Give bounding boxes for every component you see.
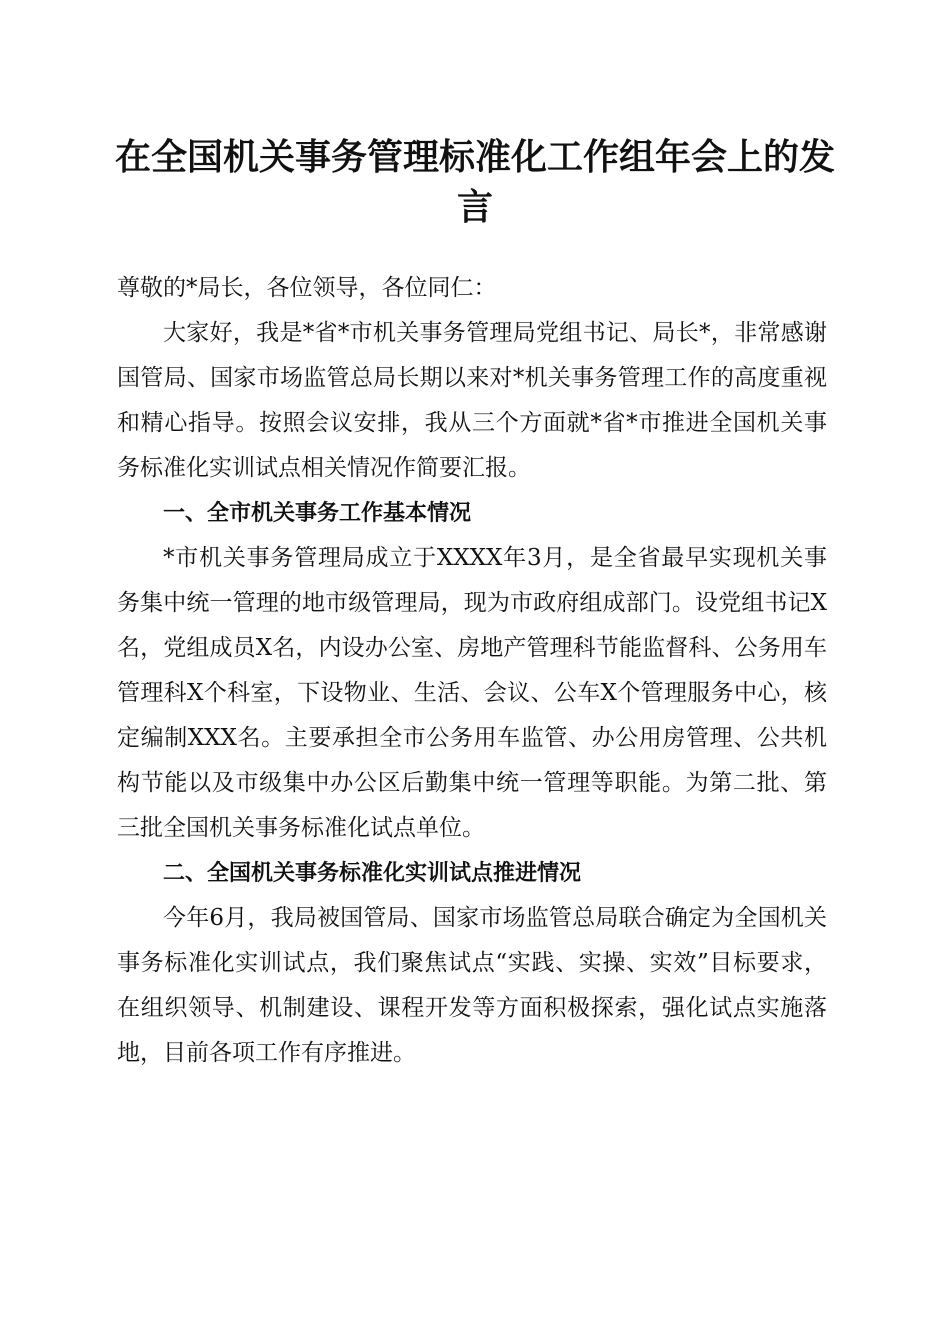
section-paragraph-1: *市机关事务管理局成立于XXXX年3月，是全省最早实现机关事务集中统一管理的地市级管理局，现为市政府组成部门。设党组书记X名，党组成员X名，内设办公室、房地产管理科节能监督科、公务用车管理科X个科室，下设物业、生活、会议、公车X个管理服务中心，核定编制XXX名。主要承担全市公务用车监管、办公用房管理、公共机构节能以及市级集中办公区后勤集中统一管理等职能。为第二批、第三批全国机关事务标准化试点单位。	[117, 545, 827, 841]
document-title: 在全国机关事务管理标准化工作组年会上的发言	[114, 136, 835, 228]
document-body	[117, 266, 827, 1076]
section-heading-2: 二、全国机关事务标准化实训试点推进情况	[163, 861, 582, 886]
salutation: 尊敬的*局长，各位领导，各位同仁：	[117, 275, 497, 301]
section-heading-1: 一、全市机关事务工作基本情况	[163, 501, 472, 526]
intro-paragraph: 大家好，我是*省*市机关事务管理局党组书记、局长*，非常感谢国管局、国家市场监管总局长期以来对*机关事务管理工作的高度重视和精心指导。按照会议安排，我从三个方面就*省*市推进全国机关事务标准化实训试点相关情况作简要汇报。	[117, 320, 827, 481]
section-paragraph-2: 今年6月，我局被国管局、国家市场监管总局联合确定为全国机关事务标准化实训试点，我们聚焦试点“实践、实操、实效”目标要求，在组织领导、机制建设、课程开发等方面积极探索，强化试点实施落地，目前各项工作有序推进。	[117, 905, 827, 1066]
